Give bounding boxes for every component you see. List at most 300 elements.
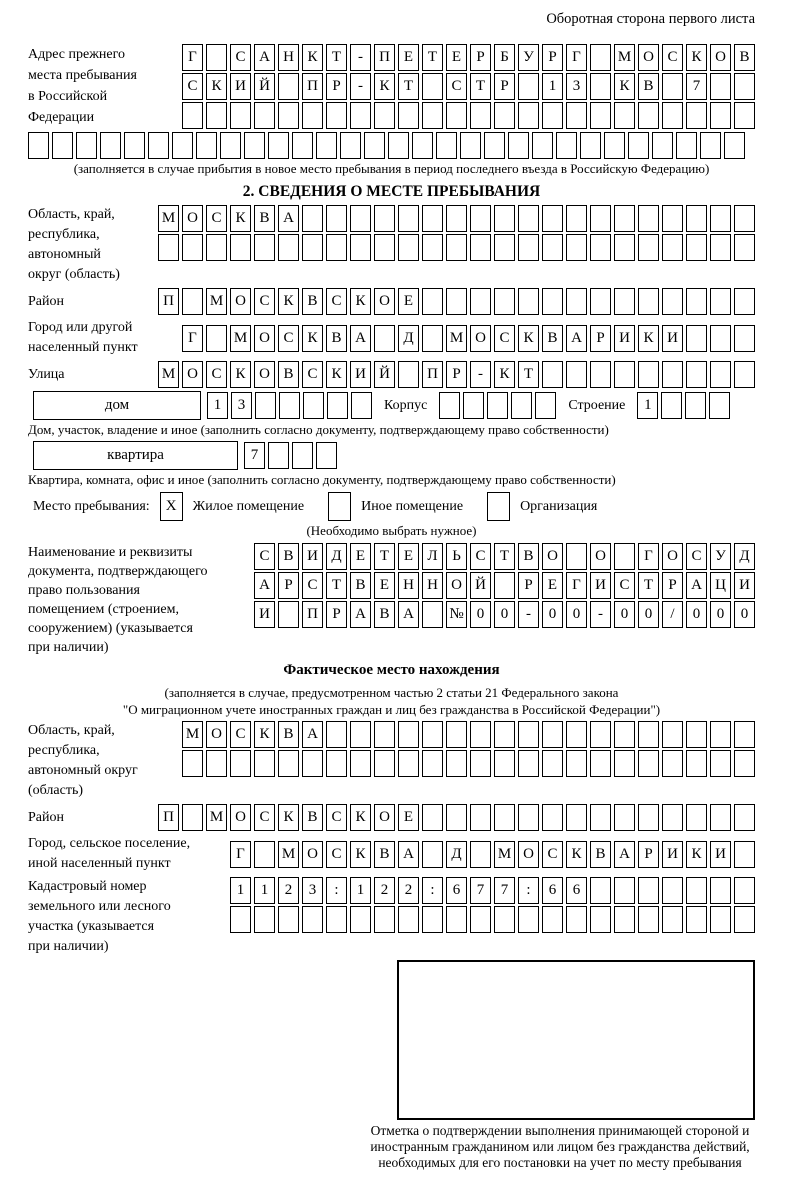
char-cell[interactable]: [590, 877, 611, 904]
char-cell[interactable]: [340, 132, 361, 159]
char-cell[interactable]: Н: [398, 572, 419, 599]
char-cell[interactable]: [302, 906, 323, 933]
char-cell[interactable]: [494, 906, 515, 933]
char-cell[interactable]: М: [230, 325, 251, 352]
char-cell[interactable]: [374, 234, 395, 261]
char-cell[interactable]: К: [278, 804, 299, 831]
char-cell[interactable]: [422, 804, 443, 831]
char-cell[interactable]: [463, 392, 484, 419]
char-cell[interactable]: Ь: [446, 543, 467, 570]
char-cell[interactable]: [278, 906, 299, 933]
char-cell[interactable]: [566, 102, 587, 129]
char-cell[interactable]: [734, 841, 755, 868]
char-cell[interactable]: [398, 906, 419, 933]
char-cell[interactable]: 0: [710, 601, 731, 628]
char-cell[interactable]: В: [374, 601, 395, 628]
char-cell[interactable]: [590, 361, 611, 388]
char-cell[interactable]: Г: [182, 325, 203, 352]
char-cell[interactable]: [374, 750, 395, 777]
char-cell[interactable]: С: [494, 325, 515, 352]
char-cell[interactable]: [398, 234, 419, 261]
char-cell[interactable]: С: [182, 73, 203, 100]
char-cell[interactable]: [590, 44, 611, 71]
char-cell[interactable]: [566, 361, 587, 388]
char-cell[interactable]: [662, 804, 683, 831]
char-cell[interactable]: Т: [326, 572, 347, 599]
char-cell[interactable]: [439, 392, 460, 419]
char-cell[interactable]: Д: [326, 543, 347, 570]
char-cell[interactable]: [398, 750, 419, 777]
char-cell[interactable]: И: [350, 361, 371, 388]
char-cell[interactable]: [638, 804, 659, 831]
char-cell[interactable]: 0: [638, 601, 659, 628]
char-cell[interactable]: [542, 361, 563, 388]
char-cell[interactable]: [518, 721, 539, 748]
char-cell[interactable]: О: [230, 804, 251, 831]
char-cell[interactable]: Р: [518, 572, 539, 599]
char-cell[interactable]: [590, 721, 611, 748]
char-cell[interactable]: [614, 102, 635, 129]
char-cell[interactable]: [292, 442, 313, 469]
char-cell[interactable]: А: [278, 205, 299, 232]
char-cell[interactable]: [614, 288, 635, 315]
char-cell[interactable]: -: [590, 601, 611, 628]
char-cell[interactable]: Т: [374, 543, 395, 570]
char-cell[interactable]: Г: [638, 543, 659, 570]
char-cell[interactable]: [182, 234, 203, 261]
char-cell[interactable]: [662, 205, 683, 232]
char-cell[interactable]: [662, 361, 683, 388]
char-cell[interactable]: С: [278, 325, 299, 352]
char-cell[interactable]: [700, 132, 721, 159]
char-cell[interactable]: [662, 102, 683, 129]
char-cell[interactable]: :: [518, 877, 539, 904]
char-cell[interactable]: [254, 102, 275, 129]
char-cell[interactable]: М: [278, 841, 299, 868]
char-cell[interactable]: К: [302, 325, 323, 352]
char-cell[interactable]: А: [686, 572, 707, 599]
char-cell[interactable]: [124, 132, 145, 159]
char-cell[interactable]: [638, 205, 659, 232]
char-cell[interactable]: [566, 721, 587, 748]
char-cell[interactable]: [710, 205, 731, 232]
char-cell[interactable]: Й: [470, 572, 491, 599]
checkbox-organizatsiya[interactable]: [487, 492, 510, 521]
char-cell[interactable]: [422, 601, 443, 628]
char-cell[interactable]: [470, 205, 491, 232]
char-cell[interactable]: [614, 721, 635, 748]
char-cell[interactable]: [542, 288, 563, 315]
char-cell[interactable]: В: [518, 543, 539, 570]
char-cell[interactable]: [518, 804, 539, 831]
char-cell[interactable]: [686, 205, 707, 232]
char-cell[interactable]: Р: [470, 44, 491, 71]
char-cell[interactable]: [638, 234, 659, 261]
char-cell[interactable]: [422, 325, 443, 352]
char-cell[interactable]: [422, 721, 443, 748]
char-cell[interactable]: П: [158, 804, 179, 831]
char-cell[interactable]: [436, 132, 457, 159]
char-cell[interactable]: Е: [398, 804, 419, 831]
char-cell[interactable]: О: [710, 44, 731, 71]
char-cell[interactable]: Р: [638, 841, 659, 868]
char-cell[interactable]: О: [254, 361, 275, 388]
char-cell[interactable]: [566, 804, 587, 831]
char-cell[interactable]: [535, 392, 556, 419]
char-cell[interactable]: А: [614, 841, 635, 868]
char-cell[interactable]: [532, 132, 553, 159]
char-cell[interactable]: [566, 234, 587, 261]
char-cell[interactable]: [364, 132, 385, 159]
char-cell[interactable]: [255, 392, 276, 419]
char-cell[interactable]: [494, 288, 515, 315]
char-cell[interactable]: [182, 102, 203, 129]
char-cell[interactable]: [661, 392, 682, 419]
char-cell[interactable]: С: [254, 288, 275, 315]
char-cell[interactable]: [494, 721, 515, 748]
char-cell[interactable]: [326, 234, 347, 261]
char-cell[interactable]: [303, 392, 324, 419]
char-cell[interactable]: 1: [542, 73, 563, 100]
char-cell[interactable]: [446, 205, 467, 232]
char-cell[interactable]: [566, 288, 587, 315]
char-cell[interactable]: 0: [494, 601, 515, 628]
char-cell[interactable]: К: [206, 73, 227, 100]
checkbox-inoe-pomeshchenie[interactable]: [328, 492, 351, 521]
char-cell[interactable]: О: [302, 841, 323, 868]
char-cell[interactable]: 6: [446, 877, 467, 904]
char-cell[interactable]: [686, 234, 707, 261]
char-cell[interactable]: [350, 750, 371, 777]
char-cell[interactable]: [614, 361, 635, 388]
char-cell[interactable]: [470, 841, 491, 868]
char-cell[interactable]: [422, 234, 443, 261]
char-cell[interactable]: [628, 132, 649, 159]
char-cell[interactable]: Г: [566, 44, 587, 71]
char-cell[interactable]: В: [734, 44, 755, 71]
char-cell[interactable]: О: [446, 572, 467, 599]
char-cell[interactable]: О: [542, 543, 563, 570]
char-cell[interactable]: О: [182, 361, 203, 388]
char-cell[interactable]: [244, 132, 265, 159]
char-cell[interactable]: В: [302, 288, 323, 315]
dom-box[interactable]: дом: [33, 391, 201, 420]
char-cell[interactable]: К: [518, 325, 539, 352]
char-cell[interactable]: [374, 906, 395, 933]
char-cell[interactable]: [638, 288, 659, 315]
char-cell[interactable]: 0: [566, 601, 587, 628]
char-cell[interactable]: [470, 234, 491, 261]
char-cell[interactable]: [710, 73, 731, 100]
char-cell[interactable]: О: [470, 325, 491, 352]
char-cell[interactable]: Н: [422, 572, 443, 599]
char-cell[interactable]: [302, 234, 323, 261]
char-cell[interactable]: [590, 750, 611, 777]
char-cell[interactable]: О: [590, 543, 611, 570]
char-cell[interactable]: Е: [446, 44, 467, 71]
char-cell[interactable]: К: [686, 44, 707, 71]
char-cell[interactable]: П: [302, 601, 323, 628]
char-cell[interactable]: [734, 288, 755, 315]
char-cell[interactable]: Е: [350, 543, 371, 570]
char-cell[interactable]: 0: [470, 601, 491, 628]
char-cell[interactable]: [508, 132, 529, 159]
char-cell[interactable]: И: [302, 543, 323, 570]
char-cell[interactable]: [676, 132, 697, 159]
char-cell[interactable]: С: [326, 804, 347, 831]
char-cell[interactable]: [686, 750, 707, 777]
char-cell[interactable]: [487, 392, 508, 419]
char-cell[interactable]: Е: [398, 288, 419, 315]
char-cell[interactable]: [470, 750, 491, 777]
char-cell[interactable]: [590, 73, 611, 100]
char-cell[interactable]: К: [374, 73, 395, 100]
char-cell[interactable]: Г: [182, 44, 203, 71]
char-cell[interactable]: [302, 750, 323, 777]
char-cell[interactable]: [206, 325, 227, 352]
char-cell[interactable]: П: [374, 44, 395, 71]
char-cell[interactable]: П: [158, 288, 179, 315]
char-cell[interactable]: [422, 841, 443, 868]
char-cell[interactable]: Л: [422, 543, 443, 570]
char-cell[interactable]: [590, 906, 611, 933]
char-cell[interactable]: [494, 804, 515, 831]
char-cell[interactable]: [614, 906, 635, 933]
char-cell[interactable]: [638, 906, 659, 933]
char-cell[interactable]: 6: [566, 877, 587, 904]
char-cell[interactable]: С: [470, 543, 491, 570]
char-cell[interactable]: М: [494, 841, 515, 868]
char-cell[interactable]: 7: [494, 877, 515, 904]
char-cell[interactable]: [446, 804, 467, 831]
char-cell[interactable]: №: [446, 601, 467, 628]
char-cell[interactable]: [685, 392, 706, 419]
char-cell[interactable]: [518, 205, 539, 232]
char-cell[interactable]: 7: [470, 877, 491, 904]
char-cell[interactable]: /: [662, 601, 683, 628]
char-cell[interactable]: С: [206, 205, 227, 232]
char-cell[interactable]: [734, 877, 755, 904]
char-cell[interactable]: И: [734, 572, 755, 599]
char-cell[interactable]: [398, 102, 419, 129]
char-cell[interactable]: И: [230, 73, 251, 100]
char-cell[interactable]: М: [446, 325, 467, 352]
char-cell[interactable]: О: [662, 543, 683, 570]
char-cell[interactable]: [734, 102, 755, 129]
char-cell[interactable]: 6: [542, 877, 563, 904]
char-cell[interactable]: Д: [734, 543, 755, 570]
char-cell[interactable]: [734, 906, 755, 933]
char-cell[interactable]: [518, 73, 539, 100]
char-cell[interactable]: 0: [734, 601, 755, 628]
char-cell[interactable]: [734, 361, 755, 388]
char-cell[interactable]: [350, 205, 371, 232]
char-cell[interactable]: [302, 205, 323, 232]
char-cell[interactable]: [422, 73, 443, 100]
char-cell[interactable]: [638, 361, 659, 388]
char-cell[interactable]: [351, 392, 372, 419]
char-cell[interactable]: [484, 132, 505, 159]
char-cell[interactable]: [374, 205, 395, 232]
char-cell[interactable]: [518, 750, 539, 777]
char-cell[interactable]: [494, 572, 515, 599]
char-cell[interactable]: [542, 750, 563, 777]
char-cell[interactable]: [374, 325, 395, 352]
char-cell[interactable]: К: [494, 361, 515, 388]
char-cell[interactable]: А: [254, 572, 275, 599]
char-cell[interactable]: К: [230, 361, 251, 388]
char-cell[interactable]: М: [206, 804, 227, 831]
char-cell[interactable]: [326, 102, 347, 129]
char-cell[interactable]: В: [542, 325, 563, 352]
char-cell[interactable]: 1: [207, 392, 228, 419]
char-cell[interactable]: Т: [494, 543, 515, 570]
char-cell[interactable]: [710, 906, 731, 933]
char-cell[interactable]: В: [326, 325, 347, 352]
char-cell[interactable]: А: [566, 325, 587, 352]
char-cell[interactable]: К: [566, 841, 587, 868]
char-cell[interactable]: [182, 804, 203, 831]
char-cell[interactable]: [614, 877, 635, 904]
char-cell[interactable]: 1: [230, 877, 251, 904]
char-cell[interactable]: [446, 906, 467, 933]
char-cell[interactable]: К: [302, 44, 323, 71]
char-cell[interactable]: [662, 73, 683, 100]
char-cell[interactable]: [566, 543, 587, 570]
char-cell[interactable]: [350, 906, 371, 933]
char-cell[interactable]: [172, 132, 193, 159]
char-cell[interactable]: [494, 102, 515, 129]
char-cell[interactable]: [388, 132, 409, 159]
char-cell[interactable]: [422, 102, 443, 129]
char-cell[interactable]: 3: [231, 392, 252, 419]
char-cell[interactable]: 2: [398, 877, 419, 904]
char-cell[interactable]: [614, 543, 635, 570]
char-cell[interactable]: О: [638, 44, 659, 71]
char-cell[interactable]: [446, 721, 467, 748]
char-cell[interactable]: [279, 392, 300, 419]
char-cell[interactable]: [327, 392, 348, 419]
char-cell[interactable]: О: [182, 205, 203, 232]
char-cell[interactable]: [268, 132, 289, 159]
char-cell[interactable]: [686, 361, 707, 388]
char-cell[interactable]: [470, 804, 491, 831]
char-cell[interactable]: Н: [278, 44, 299, 71]
char-cell[interactable]: [494, 234, 515, 261]
char-cell[interactable]: [518, 906, 539, 933]
char-cell[interactable]: [254, 234, 275, 261]
char-cell[interactable]: [518, 288, 539, 315]
char-cell[interactable]: [580, 132, 601, 159]
char-cell[interactable]: М: [158, 361, 179, 388]
char-cell[interactable]: О: [374, 804, 395, 831]
char-cell[interactable]: [662, 234, 683, 261]
char-cell[interactable]: [590, 288, 611, 315]
char-cell[interactable]: Ц: [710, 572, 731, 599]
char-cell[interactable]: С: [662, 44, 683, 71]
char-cell[interactable]: К: [350, 841, 371, 868]
char-cell[interactable]: [686, 325, 707, 352]
char-cell[interactable]: К: [230, 205, 251, 232]
char-cell[interactable]: [566, 906, 587, 933]
char-cell[interactable]: [268, 442, 289, 469]
char-cell[interactable]: Е: [398, 44, 419, 71]
char-cell[interactable]: [278, 73, 299, 100]
char-cell[interactable]: 3: [302, 877, 323, 904]
char-cell[interactable]: [76, 132, 97, 159]
char-cell[interactable]: Р: [590, 325, 611, 352]
char-cell[interactable]: 0: [686, 601, 707, 628]
char-cell[interactable]: [292, 132, 313, 159]
char-cell[interactable]: С: [206, 361, 227, 388]
char-cell[interactable]: [590, 102, 611, 129]
char-cell[interactable]: 0: [614, 601, 635, 628]
char-cell[interactable]: Р: [494, 73, 515, 100]
char-cell[interactable]: 7: [244, 442, 265, 469]
char-cell[interactable]: В: [350, 572, 371, 599]
char-cell[interactable]: [350, 721, 371, 748]
char-cell[interactable]: [710, 325, 731, 352]
char-cell[interactable]: 3: [566, 73, 587, 100]
char-cell[interactable]: [182, 288, 203, 315]
char-cell[interactable]: [652, 132, 673, 159]
char-cell[interactable]: [734, 325, 755, 352]
char-cell[interactable]: [614, 205, 635, 232]
char-cell[interactable]: [158, 234, 179, 261]
char-cell[interactable]: В: [278, 361, 299, 388]
char-cell[interactable]: [446, 102, 467, 129]
char-cell[interactable]: [566, 750, 587, 777]
char-cell[interactable]: [254, 750, 275, 777]
char-cell[interactable]: М: [206, 288, 227, 315]
char-cell[interactable]: [316, 442, 337, 469]
char-cell[interactable]: 2: [278, 877, 299, 904]
char-cell[interactable]: [709, 392, 730, 419]
char-cell[interactable]: 2: [374, 877, 395, 904]
char-cell[interactable]: К: [686, 841, 707, 868]
char-cell[interactable]: [230, 750, 251, 777]
char-cell[interactable]: В: [302, 804, 323, 831]
char-cell[interactable]: С: [230, 721, 251, 748]
char-cell[interactable]: [398, 205, 419, 232]
char-cell[interactable]: [278, 102, 299, 129]
char-cell[interactable]: [590, 205, 611, 232]
char-cell[interactable]: Г: [230, 841, 251, 868]
char-cell[interactable]: [542, 205, 563, 232]
char-cell[interactable]: [518, 102, 539, 129]
char-cell[interactable]: :: [422, 877, 443, 904]
char-cell[interactable]: [734, 205, 755, 232]
char-cell[interactable]: [734, 73, 755, 100]
char-cell[interactable]: [230, 234, 251, 261]
char-cell[interactable]: -: [350, 73, 371, 100]
char-cell[interactable]: [590, 234, 611, 261]
char-cell[interactable]: Е: [542, 572, 563, 599]
char-cell[interactable]: [734, 804, 755, 831]
char-cell[interactable]: [686, 804, 707, 831]
char-cell[interactable]: М: [182, 721, 203, 748]
char-cell[interactable]: [710, 750, 731, 777]
char-cell[interactable]: А: [350, 325, 371, 352]
char-cell[interactable]: [326, 205, 347, 232]
char-cell[interactable]: А: [398, 601, 419, 628]
char-cell[interactable]: [374, 102, 395, 129]
char-cell[interactable]: [710, 721, 731, 748]
char-cell[interactable]: С: [254, 804, 275, 831]
char-cell[interactable]: [206, 234, 227, 261]
char-cell[interactable]: [230, 102, 251, 129]
char-cell[interactable]: [446, 288, 467, 315]
